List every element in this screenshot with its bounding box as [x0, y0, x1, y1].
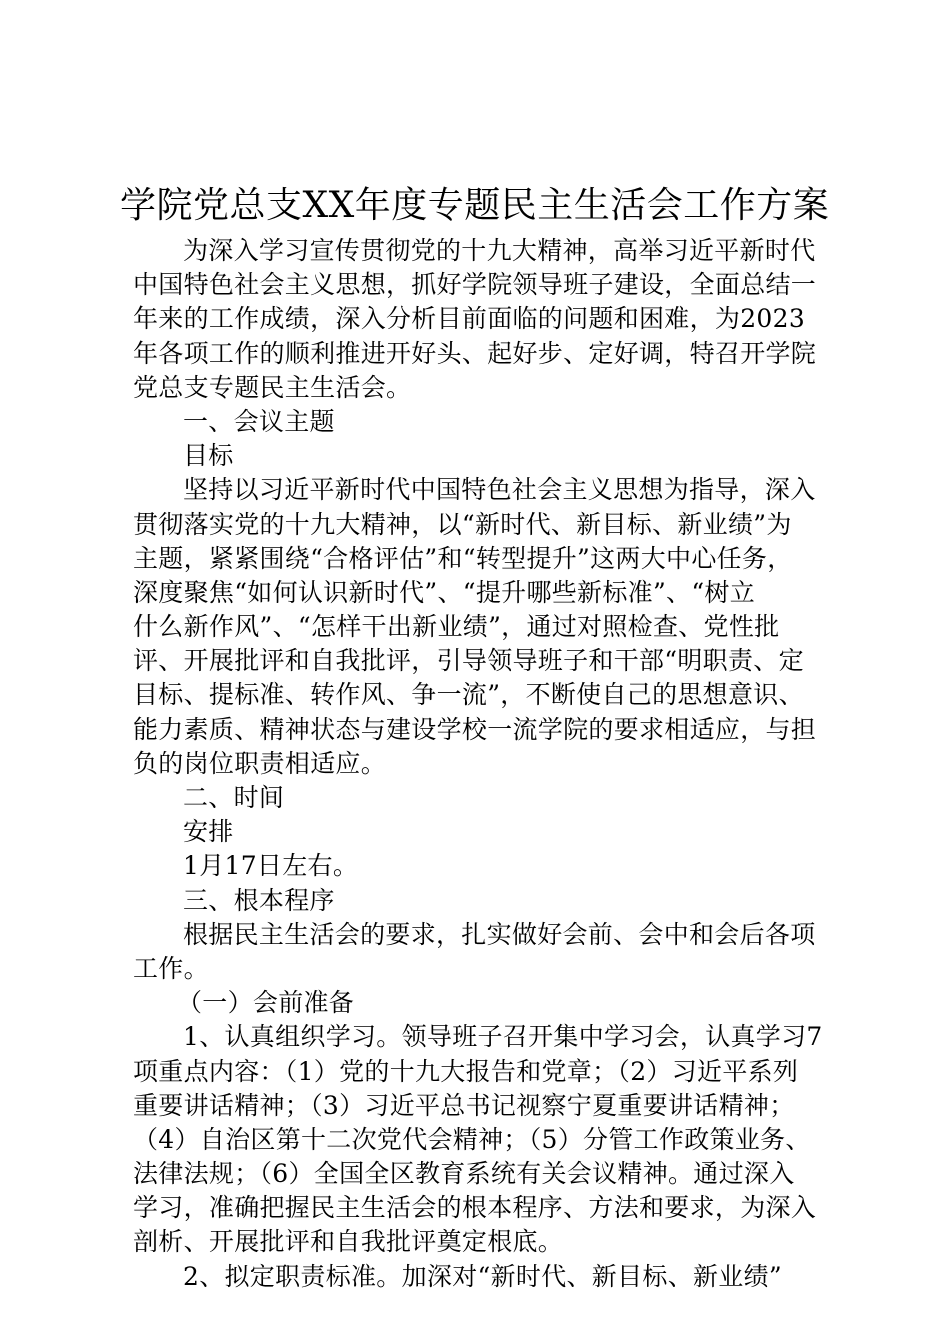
subsection-heading-preparation: （一）会前准备: [177, 988, 355, 1018]
paragraph-line: 能力素质、精神状态与建设学校一流学院的要求相适应，与担: [133, 714, 817, 744]
paragraph-line: 工作。: [133, 953, 209, 983]
paragraph-line: 什么新作风”、“怎样干出新业绩”，通过对照检查、党性批: [133, 612, 780, 642]
paragraph-line: 根据民主生活会的要求，扎实做好会前、会中和会后各项: [183, 919, 816, 949]
paragraph-line: 2、拟定职责标准。加深对“新时代、新目标、新业绩”: [183, 1261, 782, 1291]
paragraph-line: 中国特色社会主义思想，抓好学院领导班子建设，全面总结一: [133, 270, 817, 300]
paragraph-line: （4）自治区第十二次党代会精神；（5）分管工作政策业务、: [133, 1124, 811, 1154]
paragraph-line: 年来的工作成绩，深入分析目前面临的问题和困难，为2023: [133, 304, 806, 334]
paragraph-line: 项重点内容：（1）党的十九大报告和党章；（2）习近平系列: [133, 1056, 799, 1086]
document-body: [133, 234, 833, 1294]
paragraph-line: 深度聚焦“如何认识新时代”、“提升哪些新标准”、“树立: [133, 577, 756, 607]
section-heading-time: 二、时间: [183, 783, 285, 812]
paragraph-line: 贯彻落实党的十九大精神，以“新时代、新目标、新业绩”为: [133, 509, 792, 539]
paragraph-line: 学习，准确把握民主生活会的根本程序、方法和要求，为深入: [133, 1193, 817, 1223]
paragraph-line: 负的岗位职责相适应。: [133, 748, 387, 778]
schedule-date: 1月17日左右。: [183, 851, 359, 881]
section-heading-arrangement: 安排: [183, 817, 234, 847]
section-heading-goal: 目标: [183, 441, 234, 471]
paragraph-line: 年各项工作的顺利推进开好头、起好步、定好调，特召开学院: [133, 338, 817, 368]
section-heading-procedure: 三、根本程序: [183, 885, 335, 915]
section-heading-topic: 一、会议主题: [183, 406, 335, 436]
paragraph-line: 重要讲话精神；（3）习近平总书记视察宁夏重要讲话精神；: [133, 1090, 795, 1120]
document-title: 学院党总支XX年度专题民主生活会工作方案: [120, 185, 830, 226]
paragraph-line: 评、开展批评和自我批评，引导领导班子和干部“明职责、定: [133, 646, 804, 676]
paragraph-line: 党总支专题民主生活会。: [133, 372, 412, 402]
paragraph-line: 剖析、开展批评和自我批评奠定根底。: [133, 1227, 564, 1257]
paragraph-line: 1、认真组织学习。领导班子召开集中学习会，认真学习7: [183, 1022, 823, 1052]
paragraph-line: 为深入学习宣传贯彻党的十九大精神，高举习近平新时代: [183, 236, 816, 265]
paragraph-line: 目标、提标准、转作风、争一流”，不断使自己的思想意识、: [133, 680, 804, 710]
paragraph-line: 主题，紧紧围绕“合格评估”和“转型提升”这两大中心任务，: [133, 543, 793, 573]
paragraph-line: 坚持以习近平新时代中国特色社会主义思想为指导，深入: [183, 475, 816, 505]
paragraph-line: 法律法规；（6）全国全区教育系统有关会议精神。通过深入: [133, 1159, 795, 1189]
